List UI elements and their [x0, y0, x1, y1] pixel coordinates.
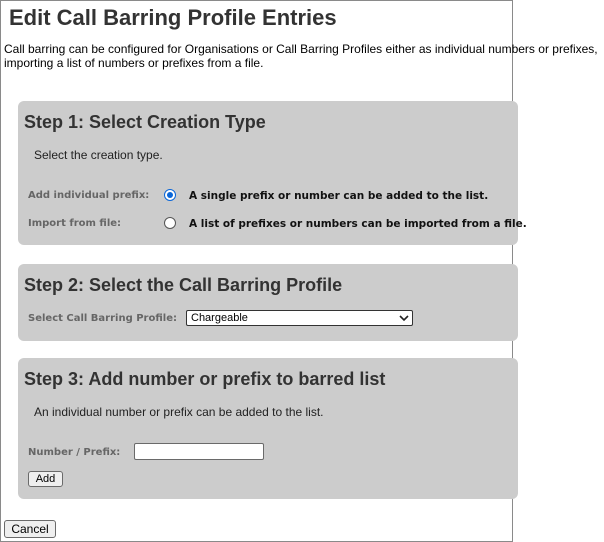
- step1-panel: [18, 101, 527, 245]
- number-prefix-label: Number / Prefix:: [28, 447, 121, 458]
- add-individual-prefix-text: A single prefix or number can be added to the list.: [189, 190, 489, 202]
- intro-text: [4, 42, 604, 70]
- radio-dot: [167, 192, 173, 198]
- chevron-down-icon: [399, 311, 409, 325]
- add-individual-prefix-radio[interactable]: [164, 189, 176, 201]
- step3-heading: Step 3: Add number or prefix to barred list: [24, 369, 386, 389]
- intro-line-2: importing a list of numbers or prefixes from a file.: [4, 56, 264, 70]
- import-from-file-label: Import from file:: [28, 218, 122, 229]
- profile-select-value: Chargeable: [191, 312, 248, 324]
- step1-description: Select the creation type.: [34, 148, 163, 162]
- cancel-button[interactable]: Cancel: [4, 520, 56, 538]
- step2-heading: Step 2: Select the Call Barring Profile: [24, 275, 343, 295]
- import-from-file-text: A list of prefixes or numbers can be imported from a file.: [189, 218, 527, 230]
- import-from-file-radio[interactable]: [164, 217, 176, 229]
- step3-panel: [18, 358, 518, 499]
- page-title: Edit Call Barring Profile Entries: [9, 5, 337, 30]
- step1-heading: Step 1: Select Creation Type: [24, 112, 266, 132]
- number-prefix-input[interactable]: [134, 443, 264, 460]
- profile-select[interactable]: [186, 310, 413, 326]
- add-button[interactable]: Add: [28, 471, 63, 487]
- step3-description: An individual number or prefix can be added to the list.: [34, 405, 324, 419]
- add-individual-prefix-label: Add individual prefix:: [28, 190, 150, 201]
- profile-label: Select Call Barring Profile:: [28, 313, 177, 324]
- step2-panel: [18, 264, 518, 341]
- intro-line-1: Call barring can be configured for Organisations or Call Barring Profiles either as individual numbers or prefixes,: [4, 42, 598, 56]
